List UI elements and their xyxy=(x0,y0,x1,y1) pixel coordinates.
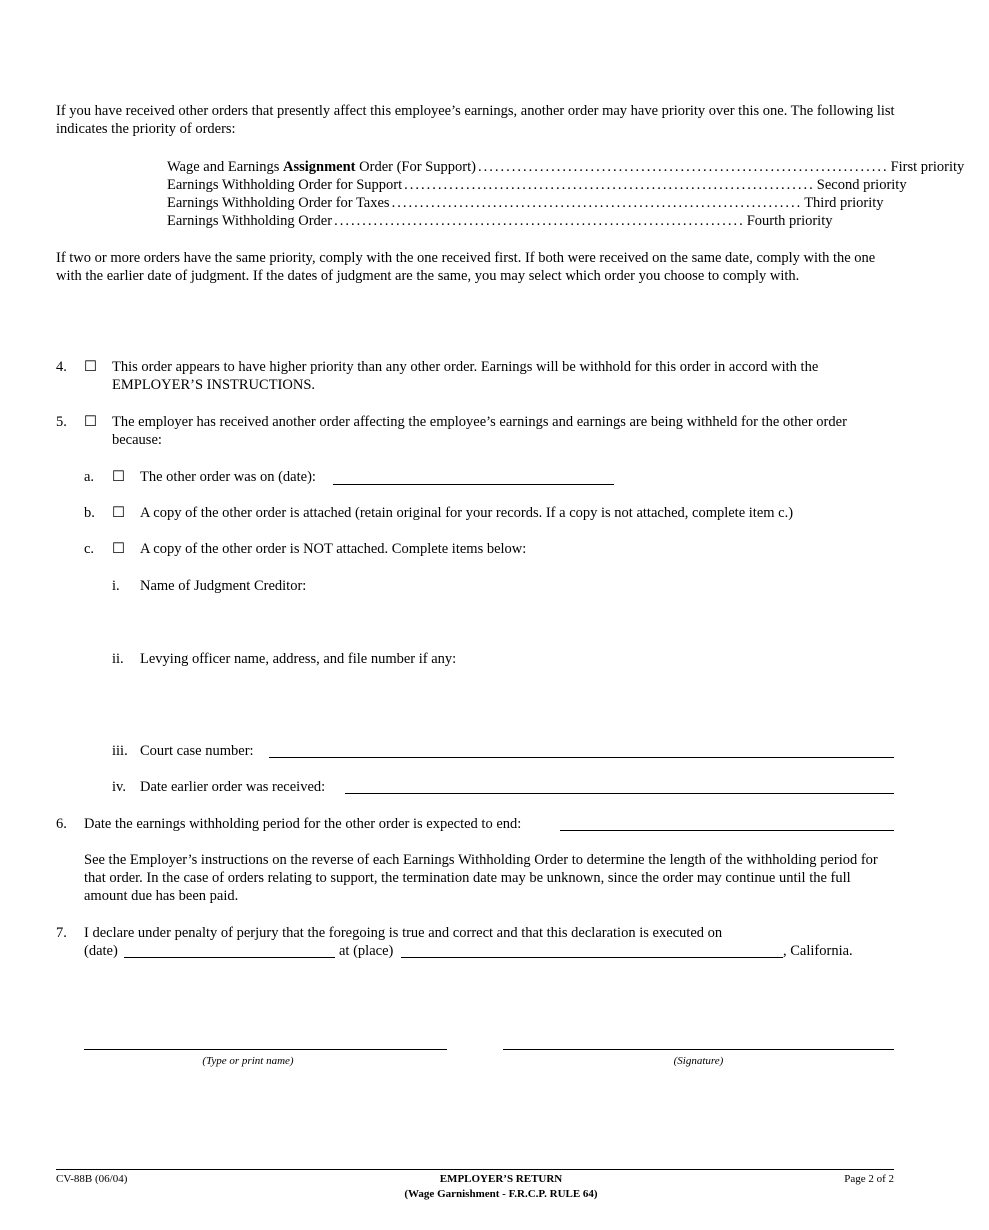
page-number: Page 2 of 2 xyxy=(844,1173,894,1185)
leader-dots: ......................................................................... xyxy=(404,177,815,193)
court-case-label: Court case number: xyxy=(140,743,254,759)
print-name-label: (Type or print name) xyxy=(202,1055,294,1067)
priority-label: Wage and Earnings xyxy=(167,159,283,175)
item-5c-iv-roman: iv. xyxy=(112,779,126,795)
place-label: at (place) xyxy=(339,943,394,959)
item-5b-checkbox[interactable]: ☐ xyxy=(112,505,125,521)
print-name-line[interactable] xyxy=(84,1049,447,1050)
item-6-text: Date the earnings withholding period for the other order is expected to end: xyxy=(84,816,522,832)
priority-value: Third priority xyxy=(804,195,884,211)
item-5b-letter: b. xyxy=(84,505,95,521)
item-4-number: 4. xyxy=(56,359,67,375)
priority-row xyxy=(167,194,884,212)
earlier-order-date-line[interactable] xyxy=(345,793,894,794)
form-id: CV-88B (06/04) xyxy=(56,1173,128,1185)
item-7-number: 7. xyxy=(56,925,67,941)
levying-officer-label: Levying officer name, address, and file number if any: xyxy=(140,651,457,667)
item-5-text: The employer has received another order affecting the employee’s earnings and earnings are being withheld for the other order because: xyxy=(112,414,847,448)
footer-rule xyxy=(56,1169,894,1170)
judgment-creditor-label: Name of Judgment Creditor: xyxy=(140,578,307,594)
item-6-note: See the Employer’s instructions on the reverse of each Earnings Withholding Order to determine the length of the withholding period for that order. In the case of orders relating to support, the termination date may be unknown, since the order may continue until the full amount due has been paid. xyxy=(84,852,878,904)
item-5-checkbox[interactable]: ☐ xyxy=(84,414,97,430)
earlier-order-date-label: Date earlier order was received: xyxy=(140,779,326,795)
item-4-checkbox[interactable]: ☐ xyxy=(84,359,97,375)
priority-value: Fourth priority xyxy=(746,213,833,229)
priority-label: Earnings Withholding Order xyxy=(167,213,333,229)
declaration-place-line[interactable] xyxy=(401,957,783,958)
item-5a-checkbox[interactable]: ☐ xyxy=(112,469,125,485)
item-5c-checkbox[interactable]: ☐ xyxy=(112,541,125,557)
footer-subtitle: (Wage Garnishment - F.R.C.P. RULE 64) xyxy=(404,1188,598,1200)
item-4-text: This order appears to have higher priority than any other order. Earnings will be withhold for this order in accord with the EMPLOYER’S INSTRUCTIONS. xyxy=(112,359,819,393)
item-6-number: 6. xyxy=(56,816,67,832)
leader-dots: ......................................................................... xyxy=(477,159,889,175)
end-date-line[interactable] xyxy=(560,830,894,831)
item-5-number: 5. xyxy=(56,414,67,430)
signature-line[interactable] xyxy=(503,1049,894,1050)
priority-row xyxy=(167,176,907,194)
priority-row xyxy=(167,212,833,230)
item-5b-text: A copy of the other order is attached (retain original for your records. If a copy is not attached, complete item c.) xyxy=(140,505,794,521)
item-5c-ii-roman: ii. xyxy=(112,651,124,667)
same-priority-paragraph: If two or more orders have the same priority, comply with the one received first. If both were received on the same date, comply with the one with the earlier date of judgment. If the dates of judgment are the same, you may select which order you choose to comply with. xyxy=(56,250,876,284)
priority-label-post: Order (For Support) xyxy=(355,159,476,175)
item-5c-iii-roman: iii. xyxy=(112,743,128,759)
item-7-text: I declare under penalty of perjury that the foregoing is true and correct and that this declaration is executed on xyxy=(84,925,723,941)
priority-row xyxy=(167,158,965,176)
footer-title: EMPLOYER’S RETURN xyxy=(439,1173,563,1185)
leader-dots: ......................................................................... xyxy=(391,195,803,211)
declaration-date-line[interactable] xyxy=(124,957,335,958)
priority-value: First priority xyxy=(890,159,965,175)
intro-paragraph: If you have received other orders that presently affect this employee’s earnings, another order may have priority over this one. The following list indicates the priority of orders: xyxy=(56,103,895,137)
priority-list xyxy=(167,158,965,230)
signature-label: (Signature) xyxy=(673,1055,724,1067)
leader-dots: ......................................................................... xyxy=(334,213,745,229)
item-5c-letter: c. xyxy=(84,541,95,557)
priority-label: Earnings Withholding Order for Support xyxy=(167,177,403,193)
item-5c-text: A copy of the other order is NOT attached. Complete items below: xyxy=(140,541,527,557)
item-5a-letter: a. xyxy=(84,469,95,485)
priority-label: Earnings Withholding Order for Taxes xyxy=(167,195,390,211)
priority-value: Second priority xyxy=(816,177,907,193)
date-label: (date) xyxy=(84,943,118,959)
item-5c-i-roman: i. xyxy=(112,578,120,594)
court-case-number-line[interactable] xyxy=(269,757,894,758)
item-5a-date-line[interactable] xyxy=(333,484,614,485)
california-suffix: , California. xyxy=(783,943,853,959)
priority-label-bold: Assignment xyxy=(283,159,356,175)
item-5a-text: The other order was on (date): xyxy=(140,469,316,485)
